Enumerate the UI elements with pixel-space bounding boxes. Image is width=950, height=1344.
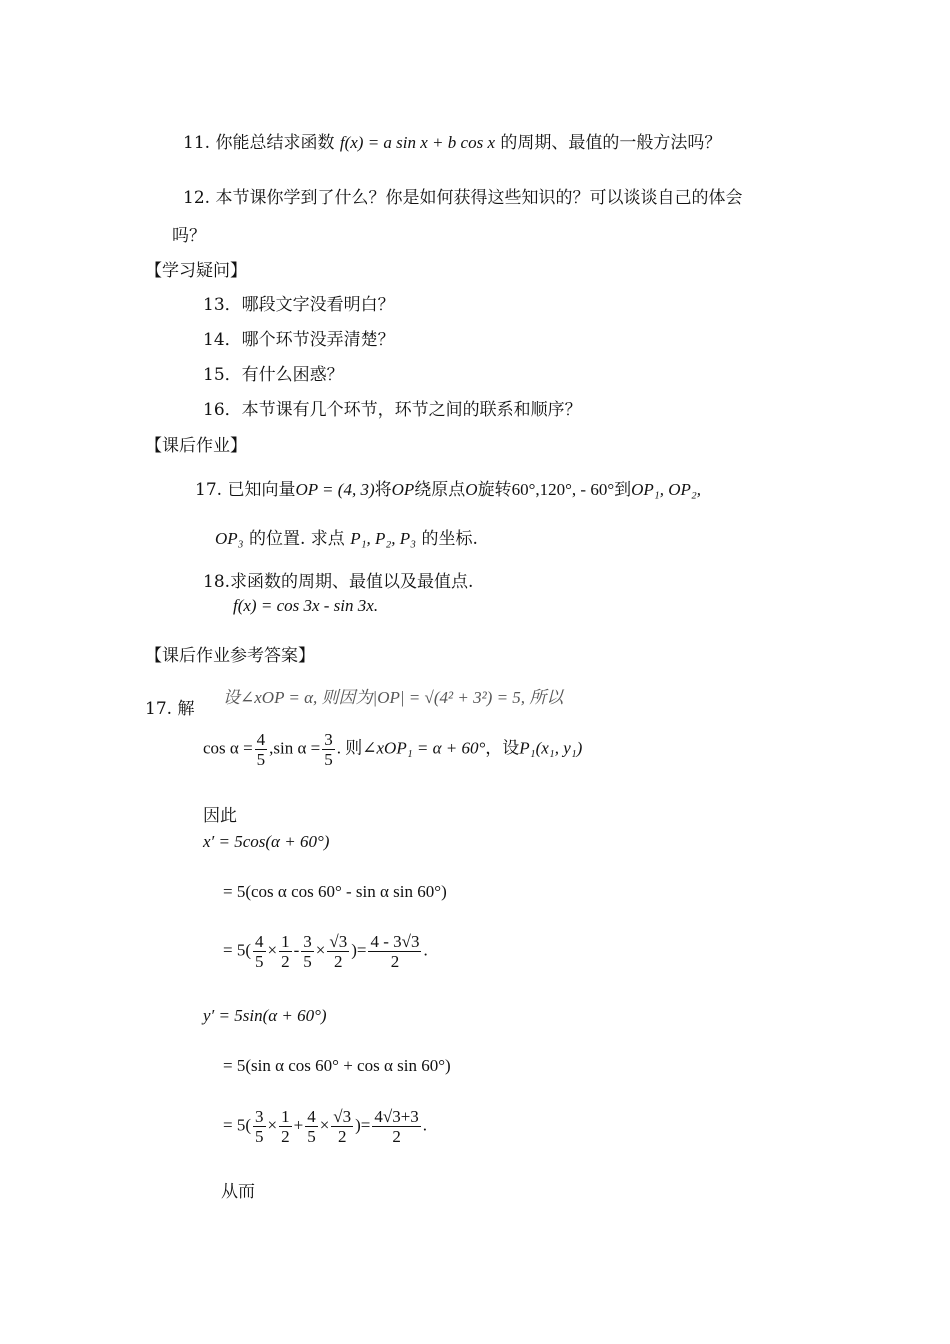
- question-13: 13．哪段文字没看明白？: [203, 295, 395, 315]
- fraction-result-y: $\frac{4√3+3}{2}$: [374, 1107, 419, 1146]
- x-prime-line2: = 5(cos α cos 60° - sin α sin 60°): [223, 882, 447, 901]
- question-16: 16．本节课有几个环节，环节之间的联系和顺序？: [203, 400, 582, 420]
- answer-thus: 从而: [221, 1182, 255, 1202]
- section-heading-answers: 【课后作业参考答案】: [145, 646, 315, 666]
- answer-17-label: 17. 解: [145, 699, 195, 719]
- section-heading-homework: 【课后作业】: [145, 436, 247, 456]
- fraction-result-x: $\frac{4 - 3√3}{2}$: [370, 932, 420, 971]
- question-18: 18.求函数的周期、最值以及最值点.: [203, 572, 474, 592]
- question-12-line2: 吗？: [172, 226, 206, 246]
- answer-therefore: 因此: [203, 806, 237, 826]
- fraction-3-5: $\frac{3}{5}$: [324, 730, 333, 769]
- y-prime-line3: = 5( $\frac{3}{5}$ × $\frac{1}{2}$ + $\frac{4}{5}$ × $\frac{√3}{2}$ )= $\frac{4√3+3}{2}$ .: [223, 1107, 428, 1146]
- rotation-angles: 60°,120°, - 60°: [511, 480, 615, 499]
- question-14: 14．哪个环节没弄清楚？: [203, 330, 395, 350]
- y-prime-line2: = 5(sin α cos 60° + cos α sin 60°): [223, 1056, 451, 1075]
- question-15: 15．有什么困惑？: [203, 365, 344, 385]
- question-11: 11. 你能总结求函数 f(x) = a sin x + b cos x 的周期、最值的一般方法吗？: [183, 133, 722, 153]
- target-vectors: OP₁, OP₂,: [631, 480, 702, 499]
- formula-cos3x-sin3x: f(x) = cos 3x - sin 3x.: [233, 596, 379, 615]
- x-prime-line1: x′ = 5cos(α + 60°): [203, 832, 330, 851]
- question-12-line1: 12. 本节课你学到了什么？你是如何获得这些知识的？可以谈谈自己的体会: [183, 188, 743, 208]
- fraction-4-5: $\frac{4}{5}$: [256, 730, 266, 769]
- y-prime-line1: y′ = 5sin(α + 60°): [203, 1006, 327, 1025]
- answer-17-intro: 设∠xOP = α, 则因为|OP| = √(4² + 3²) = 5, 所以: [223, 688, 564, 707]
- x-prime-line3: = 5( $\frac{4}{5}$ × $\frac{1}{2}$ - $\frac{3}{5}$ × $\frac{√3}{2}$ )= $\frac{4 - 3√3}{2}$ .: [223, 932, 428, 971]
- vector-op: OP = (4, 3): [295, 480, 375, 499]
- formula-f-asin-bcos: f(x) = a sin x + b cos x: [339, 133, 495, 152]
- section-heading-questions: 【学习疑问】: [145, 261, 247, 281]
- answer-17-cos-sin-line: cos α = $\frac{4}{5}$ ,sin α = $\frac{3}{5}$ . 则∠xOP₁ = α + 60°，设P₁(x₁, y₁): [203, 730, 583, 769]
- points-p1-p2-p3: P₁, P₂, P₃: [350, 529, 417, 548]
- question-17-line2: OP₃ 的位置. 求点 P₁, P₂, P₃ 的坐标.: [215, 529, 478, 549]
- question-17-line1: 17. 已知向量OP = (4, 3)将OP绕原点O旋转60°,120°, - 60°到OP₁, OP₂,: [195, 480, 702, 500]
